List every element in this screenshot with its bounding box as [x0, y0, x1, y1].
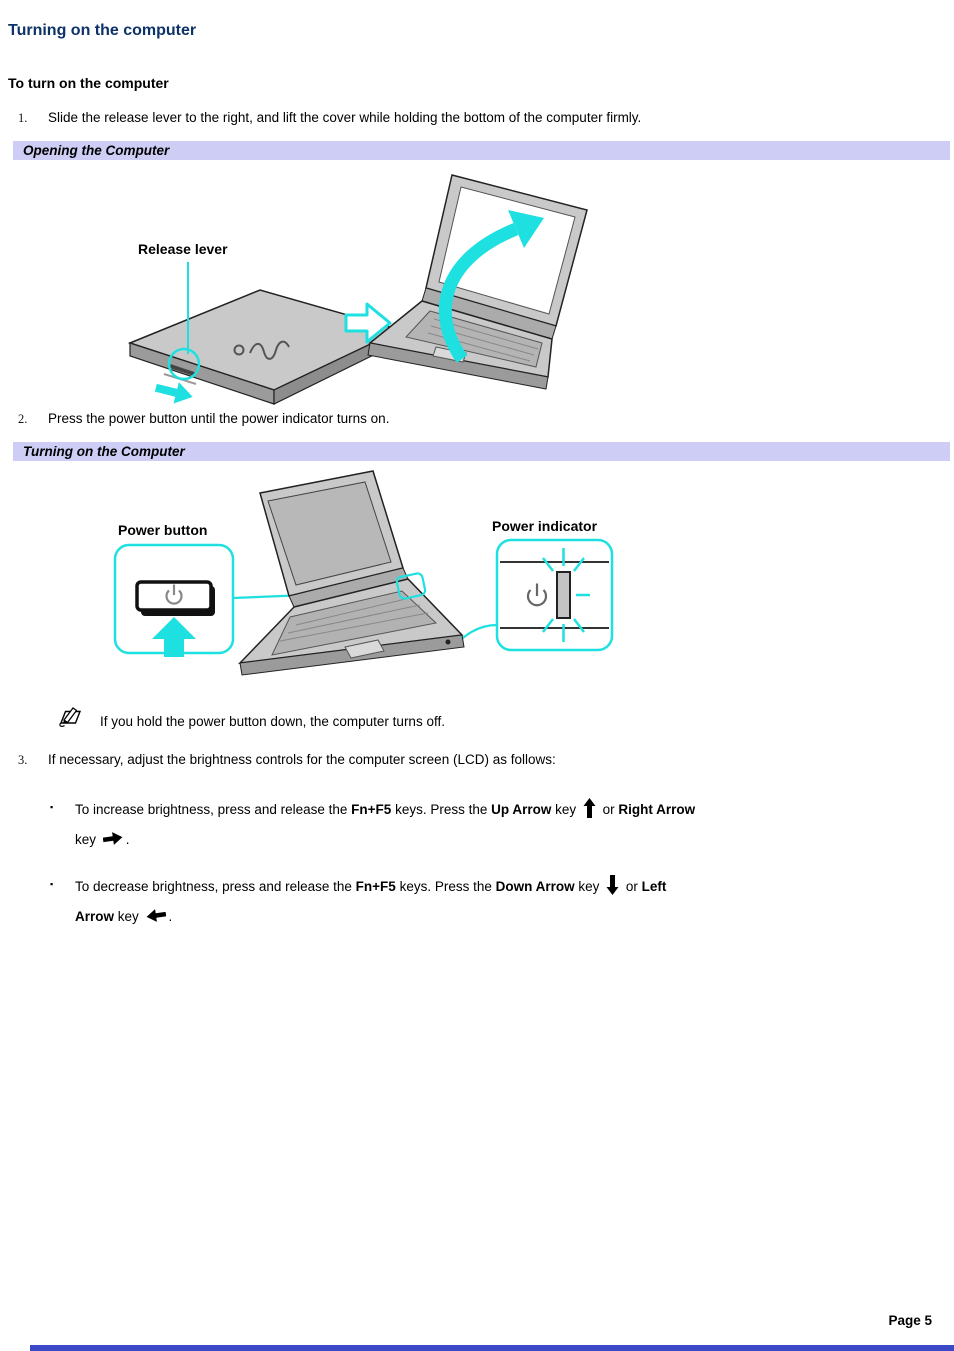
- bullet-marker: ▪: [50, 879, 54, 889]
- bullet-text: key: [75, 832, 100, 847]
- bullet-text: To increase brightness, press and release the: [75, 802, 352, 817]
- figure-opening-computer: [100, 163, 660, 408]
- opening-computer-illustration: [100, 163, 660, 408]
- power-button-label: Power button: [118, 522, 208, 538]
- step-3-number: 3.: [18, 753, 28, 767]
- step-3-text: If necessary, adjust the brightness controls for the computer screen (LCD) as follows:: [48, 752, 556, 767]
- open-laptop: [240, 471, 464, 675]
- footer-bar: [30, 1345, 954, 1351]
- bullet-text: or: [598, 802, 619, 817]
- banner-opening-label: Opening the Computer: [23, 143, 170, 158]
- bullet-text: or: [622, 879, 642, 894]
- fn-f5-keys: Fn+F5: [355, 879, 396, 894]
- indicator-lamp: [557, 572, 570, 618]
- figure-turning-on-computer: [110, 465, 650, 690]
- power-indicator-callout: [497, 540, 612, 650]
- step-1-number: 1.: [18, 111, 28, 125]
- closed-laptop: [130, 290, 400, 404]
- increase-brightness-bullet: [75, 795, 900, 855]
- left-arrow-key-name: Left: [641, 879, 667, 894]
- right-arrow-key-name: Right Arrow: [618, 802, 696, 817]
- bullet-text: key: [114, 909, 143, 924]
- bullet-marker: ▪: [50, 802, 54, 812]
- bullet-text: keys. Press the: [395, 879, 496, 894]
- decrease-brightness-bullet: [75, 872, 900, 932]
- bullet-text: .: [125, 832, 130, 847]
- indicator-led: [446, 640, 451, 645]
- release-lever-label: Release lever: [138, 241, 228, 257]
- step-1-text: Slide the release lever to the right, and lift the cover while holding the bottom of the computer firmly.: [48, 110, 642, 125]
- power-button-callout: [115, 545, 233, 657]
- down-arrow-key-name: Down Arrow: [495, 879, 575, 894]
- step-2-number: 2.: [18, 412, 28, 426]
- banner-opening-the-computer: [13, 141, 950, 160]
- bullet-text: key: [574, 879, 604, 894]
- page-number: Page 5: [888, 1313, 932, 1328]
- down-arrow-icon: [606, 875, 619, 895]
- banner-turning-on-label: Turning on the Computer: [23, 444, 185, 459]
- bullet-text: key: [551, 802, 580, 817]
- step-2-text: Press the power button until the power indicator turns on.: [48, 411, 390, 426]
- left-arrow-icon: [146, 908, 166, 923]
- banner-turning-on-the-computer: [13, 442, 950, 461]
- turning-on-computer-illustration: [110, 465, 650, 690]
- bullet-text: .: [168, 909, 173, 924]
- up-arrow-icon: [583, 798, 596, 818]
- fn-f5-keys: Fn+F5: [351, 802, 392, 817]
- right-arrow-icon: [103, 831, 123, 846]
- section-heading: To turn on the computer: [8, 75, 169, 91]
- bullet-text: To decrease brightness, press and release the: [75, 879, 356, 894]
- power-indicator-label: Power indicator: [492, 518, 598, 534]
- up-arrow-key-name: Up Arrow: [491, 802, 552, 817]
- open-laptop: [368, 175, 587, 389]
- left-arrow-key-name: Arrow: [75, 909, 115, 924]
- page-title: Turning on the computer: [8, 22, 197, 39]
- bullet-text: keys. Press the: [391, 802, 492, 817]
- note-pencil-icon: [57, 704, 83, 728]
- note-text: If you hold the power button down, the computer turns off.: [100, 714, 445, 729]
